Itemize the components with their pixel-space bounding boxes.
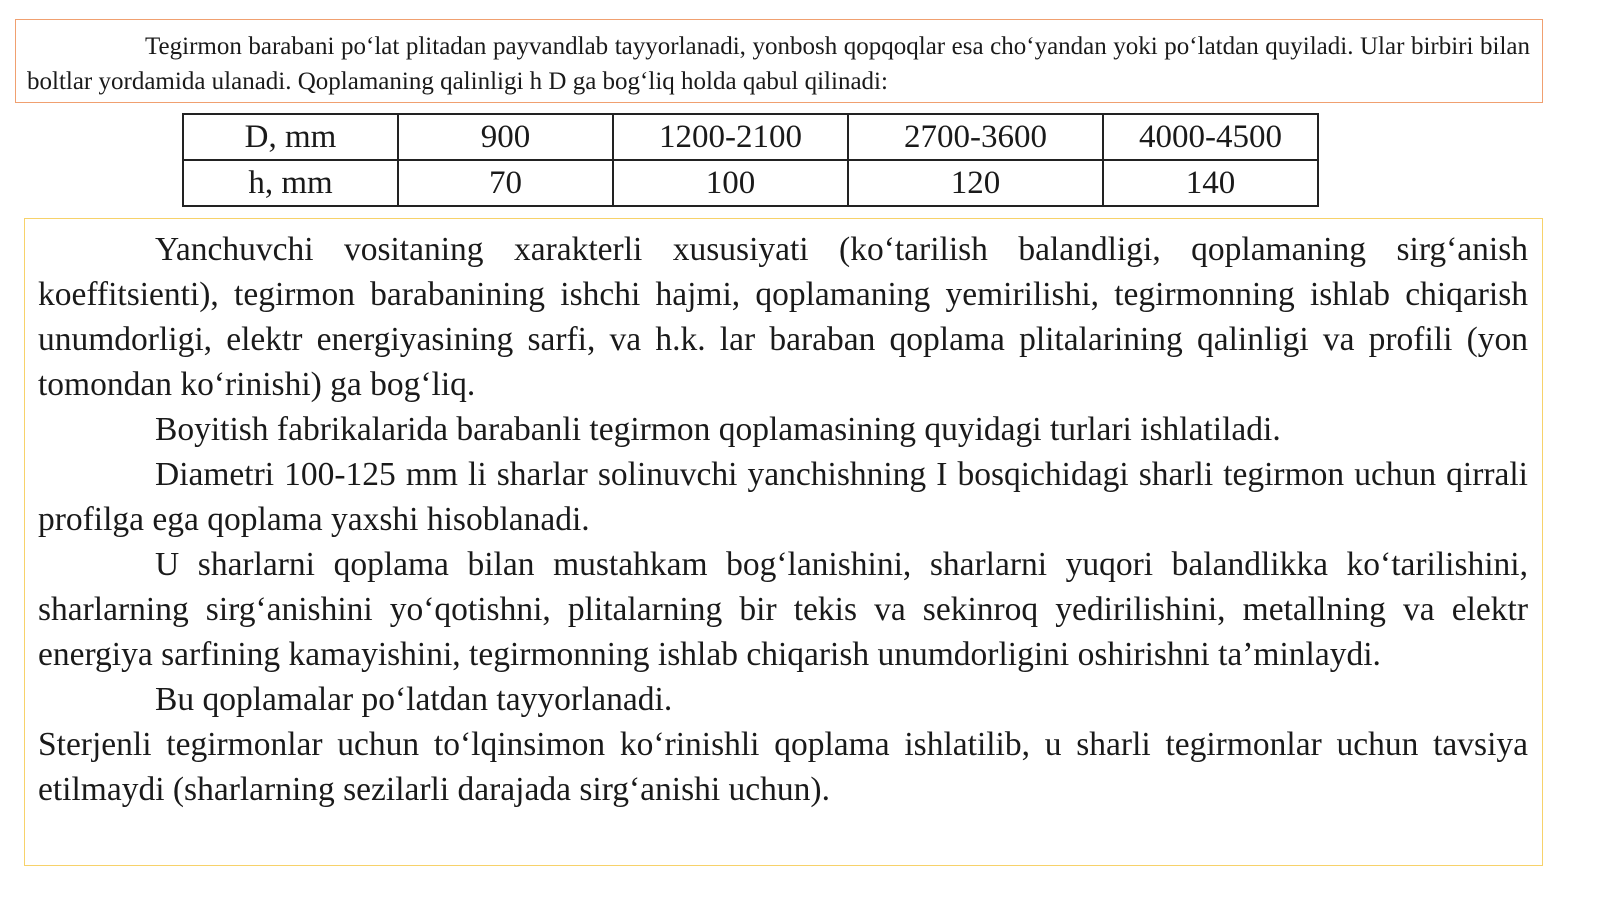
table-row-thickness xyxy=(183,160,1318,206)
main-text-box xyxy=(24,218,1543,866)
body-paragraph: Sterjenli tegirmonlar uchun to‘lqinsimon ko‘rinishli qoplama ishlatilib, u sharli tegirmonlar uchun tavsiya etilmaydi (sharlarning sezilarli darajada sirg‘anishi uchun). xyxy=(38,726,1528,808)
table-cell: h, mm xyxy=(183,160,398,206)
body-paragraph: Boyitish fabrikalarida barabanli tegirmon qoplamasining quyidagi turlari ishlatiladi. xyxy=(155,411,1281,448)
table-cell: 140 xyxy=(1103,160,1318,206)
table-cell: 4000-4500 xyxy=(1103,114,1318,160)
table-cell: 2700-3600 xyxy=(848,114,1103,160)
thickness-table xyxy=(182,113,1319,207)
body-paragraph: U sharlarni qoplama bilan mustahkam bog‘lanishini, sharlarni yuqori balandlikka ko‘tarilishini, sharlarning sirg‘anishini yo‘qotishni, plitalarning bir tekis va sekinroq yedirilishini, metallning va elektr energiya sarfining kamayishini, tegirmonning ishlab chiqarish unumdorligini oshirishni ta’minlaydi. xyxy=(38,546,1528,673)
table-cell: 70 xyxy=(398,160,613,206)
table-cell: 120 xyxy=(848,160,1103,206)
table-cell: 900 xyxy=(398,114,613,160)
table-cell: 1200-2100 xyxy=(613,114,848,160)
table-cell: D, mm xyxy=(183,114,398,160)
intro-box xyxy=(15,19,1543,103)
intro-paragraph: Tegirmon barabani po‘lat plitadan payvandlab tayyorlanadi, yonbosh qopqoqlar esa cho‘yandan yoki po‘latdan quyiladi. Ular birbiri bilan boltlar yordamida ulanadi. Qoplamaning qalinligi h D ga bog‘liq holda qabul qilinadi: xyxy=(27,33,1530,95)
table-cell: 100 xyxy=(613,160,848,206)
body-paragraph: Bu qoplamalar po‘latdan tayyorlanadi. xyxy=(155,681,673,718)
body-paragraph: Diametri 100-125 mm li sharlar solinuvchi yanchishning I bosqichidagi sharli tegirmon uchun qirrali profilga ega qoplama yaxshi hisoblanadi. xyxy=(38,456,1528,538)
body-paragraph: Yanchuvchi vositaning xarakterli xususiyati (ko‘tarilish balandligi, qoplamaning sirg‘anish koeffitsienti), tegirmon barabanining ishchi hajmi, qoplamaning yemirilishi, tegirmonning ishlab chiqarish unumdorligi, elektr energiyasining sarfi, va h.k. lar baraban qoplama plitalarining qalinligi va profili (yon tomondan ko‘rinishi) ga bog‘liq. xyxy=(38,231,1528,403)
table-row-diameter xyxy=(183,114,1318,160)
